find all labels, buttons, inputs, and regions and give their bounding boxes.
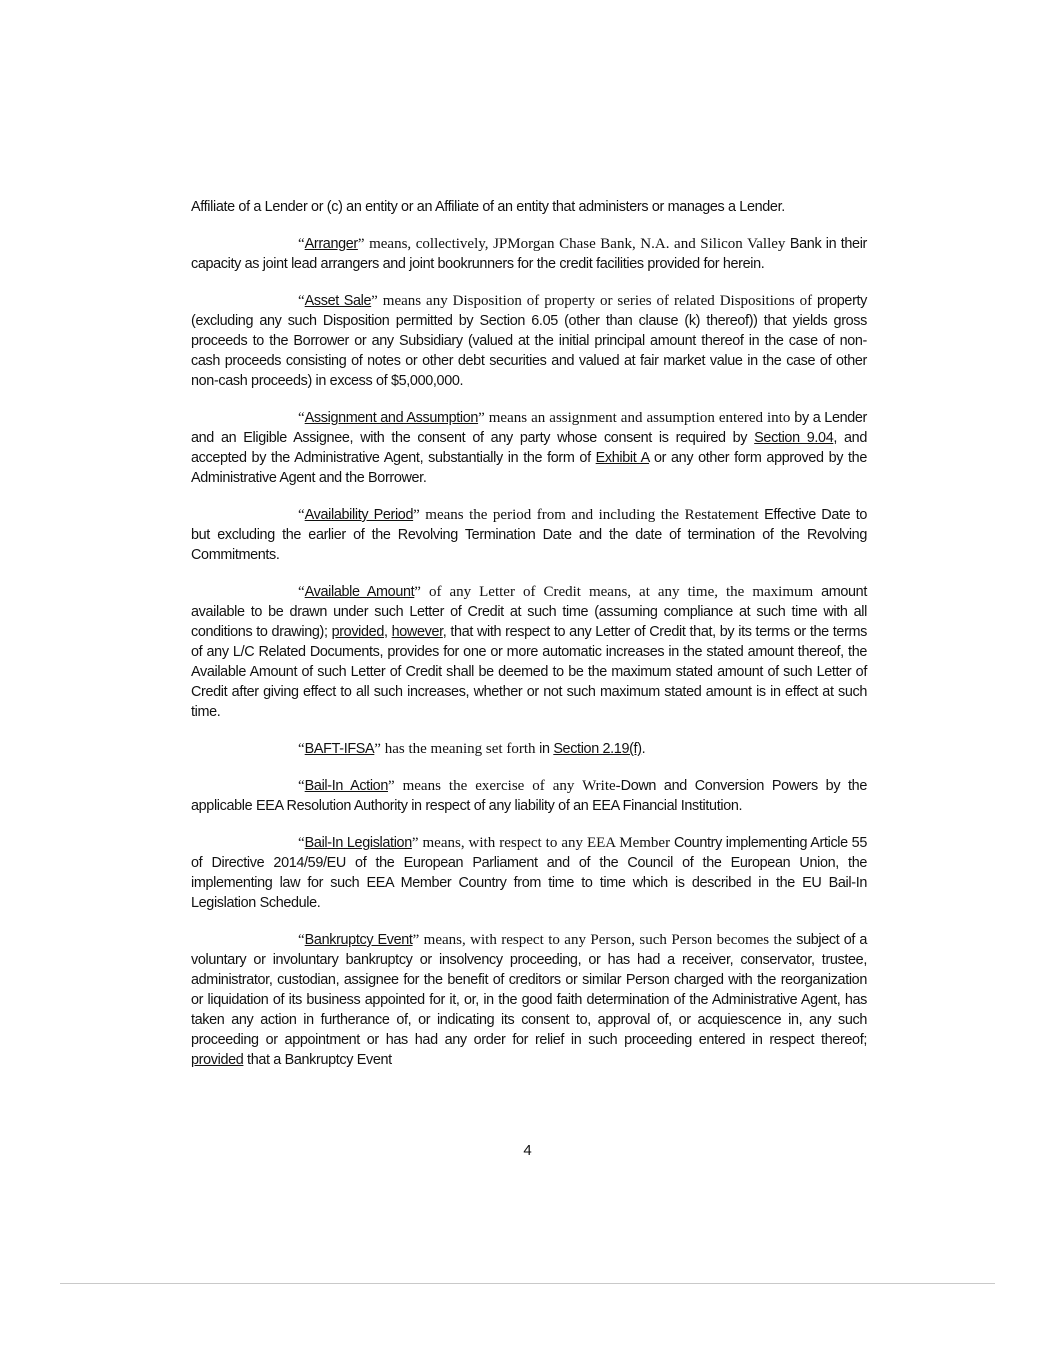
definition-asset-sale: “Asset Sale” means any Disposition of property or series of related Dispositions of property (excluding any such Disposition permitted by Section 6.05 (other than clause (k) thereof)) that yields gross proceeds to the Borrower or any Subsidiary (valued at the initial principal amount thereof in the case of non-cash proceeds consisting of notes or other debt securities and valued at fair market value in the case of other non-cash proceeds) in excess of $5,000,000. [191, 293, 868, 389]
defined-term: Availability Period [304, 507, 414, 523]
definition-available-amount: “Available Amount” of any Letter of Credit means, at any time, the maximum amount available to be drawn under such Letter of Credit at such time (assuming compliance at such time with all conditions to drawing); provided, however, that with respect to any Letter of Credit that, by its terms or the terms of any L/C Related Documents, provides for one or more automatic increases in the stated amount thereof, the Available Amount of such Letter of Credit shall be deemed to be the maximum stated amount of such Letter of Credit after giving effect to all such increases, whether or not such maximum stated amount is in effect at such time. [191, 584, 867, 720]
section-reference: Section 2.19(f) [553, 741, 642, 757]
page-divider [60, 1283, 995, 1284]
definition-baft-ifsa: “BAFT-IFSA” has the meaning set forth in Section 2.19(f). [298, 741, 646, 757]
section-reference: Section 9.04 [754, 430, 834, 446]
exhibit-reference: Exhibit A [595, 450, 650, 466]
paragraph-affiliate-continuation: Affiliate of a Lender or (c) an entity or an Affiliate of an entity that administers or manages a Lender. [191, 199, 785, 215]
definition-assignment-and-assumption: “Assignment and Assumption” means an assignment and assumption entered into by a Lender and an Eligible Assignee, with the consent of any party whose consent is required by Section 9.04, and accepted by the Administrative Agent, substantially in the form of Exhibit A or any other form approved by the Administrative Agent and the Borrower. [191, 410, 867, 486]
defined-term: Bail-In Action [304, 778, 388, 794]
defined-term: Asset Sale [304, 293, 372, 309]
definition-bankruptcy-event: “Bankruptcy Event” means, with respect to any Person, such Person becomes the subject of a voluntary or involuntary bankruptcy or insolvency proceeding, or has had a receiver, conservator, trustee, administrator, custodian, assignee for the benefit of creditors or similar Person charged with the reorganization or liquidation of its business appointed for it, or, in the good faith determination of the Administrative Agent, has taken any action in furtherance of, or indicating its consent to, approval of, or acquiescence in, any such proceeding or appointment or has had any order for relief in such proceeding entered in respect thereof; provided that a Bankruptcy Event [191, 932, 868, 1068]
defined-term: Bankruptcy Event [304, 932, 413, 948]
defined-term: BAFT-IFSA [304, 741, 375, 757]
definition-arranger: “Arranger” means, collectively, JPMorgan Chase Bank, N.A. and Silicon Valley Bank in their capacity as joint lead arrangers and joint bookrunners for the credit facilities provided for herein. [191, 236, 867, 272]
defined-term: Arranger [304, 236, 358, 252]
definition-bail-in-action: “Bail-In Action” means the exercise of any Write-Down and Conversion Powers by the applicable EEA Resolution Authority in respect of any liability of an EEA Financial Institution. [191, 778, 867, 814]
definition-bail-in-legislation: “Bail-In Legislation” means, with respect to any EEA Member Country implementing Article 55 of Directive 2014/59/EU of the European Parliament and of the Council of the European Union, the implementing law for such EEA Member Country from time to time which is described in the EU Bail-In Legislation Schedule. [191, 835, 867, 911]
defined-term: Assignment and Assumption [304, 410, 479, 426]
document-page [191, 197, 867, 1087]
defined-term: Bail-In Legislation [304, 835, 412, 851]
page-number: 4 [523, 1142, 532, 1159]
defined-term: Available Amount [304, 584, 415, 600]
definition-availability-period: “Availability Period” means the period from and including the Restatement Effective Date to but excluding the earlier of the Revolving Termination Date and the date of termination of the Revolving Commitments. [191, 507, 868, 563]
